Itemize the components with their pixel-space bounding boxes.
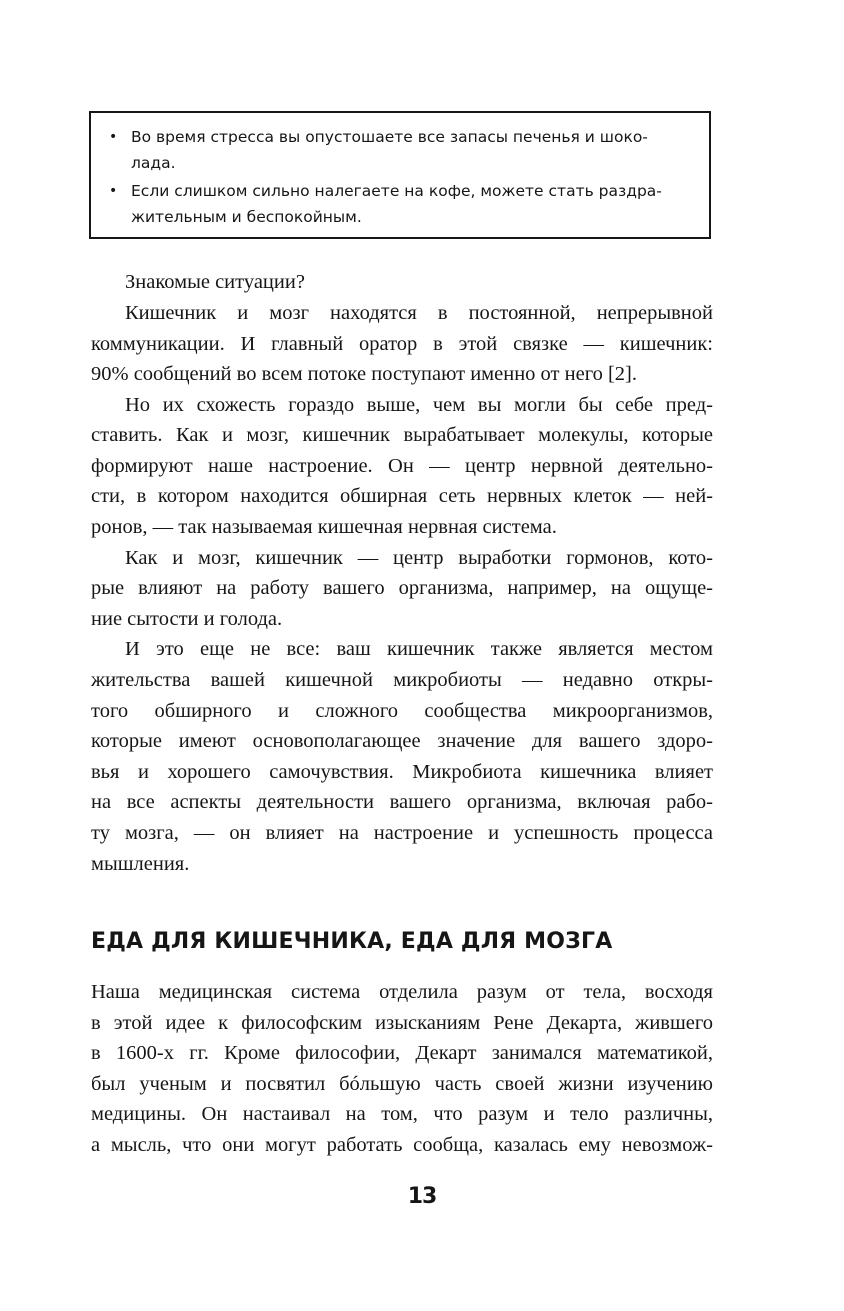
text-line: рые влияют на работу вашего организма, например, на ощуще- xyxy=(91,577,713,599)
text-line: медицины. Он настаивал на том, что разум и тело различны, xyxy=(91,1103,713,1125)
text-line: сти, в котором находится обширная сеть нервных клеток — ней- xyxy=(91,485,713,507)
text-line: 90% сообщений во всем потоке поступают именно от него [2]. xyxy=(91,363,637,385)
text-line: Знакомые ситуации? xyxy=(125,271,305,293)
bullet-icon: • xyxy=(109,129,118,145)
text-line: коммуникации. И главный оратор в этой связке — кишечник: xyxy=(91,333,713,355)
text-line: Но их схожесть гораздо выше, чем вы могли бы себе пред- xyxy=(125,394,713,416)
list-item-line: жительным и беспокойным. xyxy=(131,208,362,226)
list-item-line: лада. xyxy=(131,154,176,172)
text-line: вья и хорошего самочувствия. Микробиота кишечника влияет xyxy=(91,761,713,783)
list-item-line: Если слишком сильно налегаете на кофе, можете стать раздра- xyxy=(131,182,662,200)
section-heading: ЕДА ДЛЯ КИШЕЧНИКА, ЕДА ДЛЯ МОЗГА xyxy=(91,929,613,954)
text-line: мышления. xyxy=(91,853,190,875)
text-line: Как и мозг, кишечник — центр выработки гормонов, кото- xyxy=(125,547,713,569)
text-line: ту мозга, — он влияет на настроение и успешность процесса xyxy=(91,822,713,844)
text-line: ронов, — так называемая кишечная нервная система. xyxy=(91,516,557,538)
page-number: 13 xyxy=(407,1184,437,1209)
text-line: был ученым и посвятил бóльшую часть своей жизни изучению xyxy=(91,1073,713,1095)
text-line: ставить. Как и мозг, кишечник вырабатывает молекулы, которые xyxy=(91,424,713,446)
text-line: ние сытости и голода. xyxy=(91,608,283,630)
text-line: формируют наше настроение. Он — центр нервной деятельно- xyxy=(91,455,713,477)
text-line: И это еще не все: ваш кишечник также является местом xyxy=(125,638,713,660)
text-line: в этой идее к философским изысканиям Рене Декарта, жившего xyxy=(91,1012,713,1034)
sidebar-box xyxy=(89,111,711,239)
text-line: на все аспекты деятельности вашего организма, включая рабо- xyxy=(91,791,713,813)
text-line: а мысль, что они могут работать сообща, казалась ему невозмож- xyxy=(91,1134,713,1156)
list-item-line: Во время стресса вы опустошаете все запасы печенья и шоко- xyxy=(131,128,648,146)
text-line: того обширного и сложного сообщества микроорганизмов, xyxy=(91,700,713,722)
text-line: жительства вашей кишечной микробиоты — недавно откры- xyxy=(91,669,713,691)
bullet-icon: • xyxy=(109,183,118,199)
text-line: в 1600-х гг. Кроме философии, Декарт занимался математикой, xyxy=(91,1042,713,1064)
text-line: Наша медицинская система отделила разум от тела, восходя xyxy=(91,981,713,1003)
text-line: Кишечник и мозг находятся в постоянной, непрерывной xyxy=(125,302,713,324)
text-line: которые имеют основополагающее значение для вашего здоро- xyxy=(91,730,713,752)
